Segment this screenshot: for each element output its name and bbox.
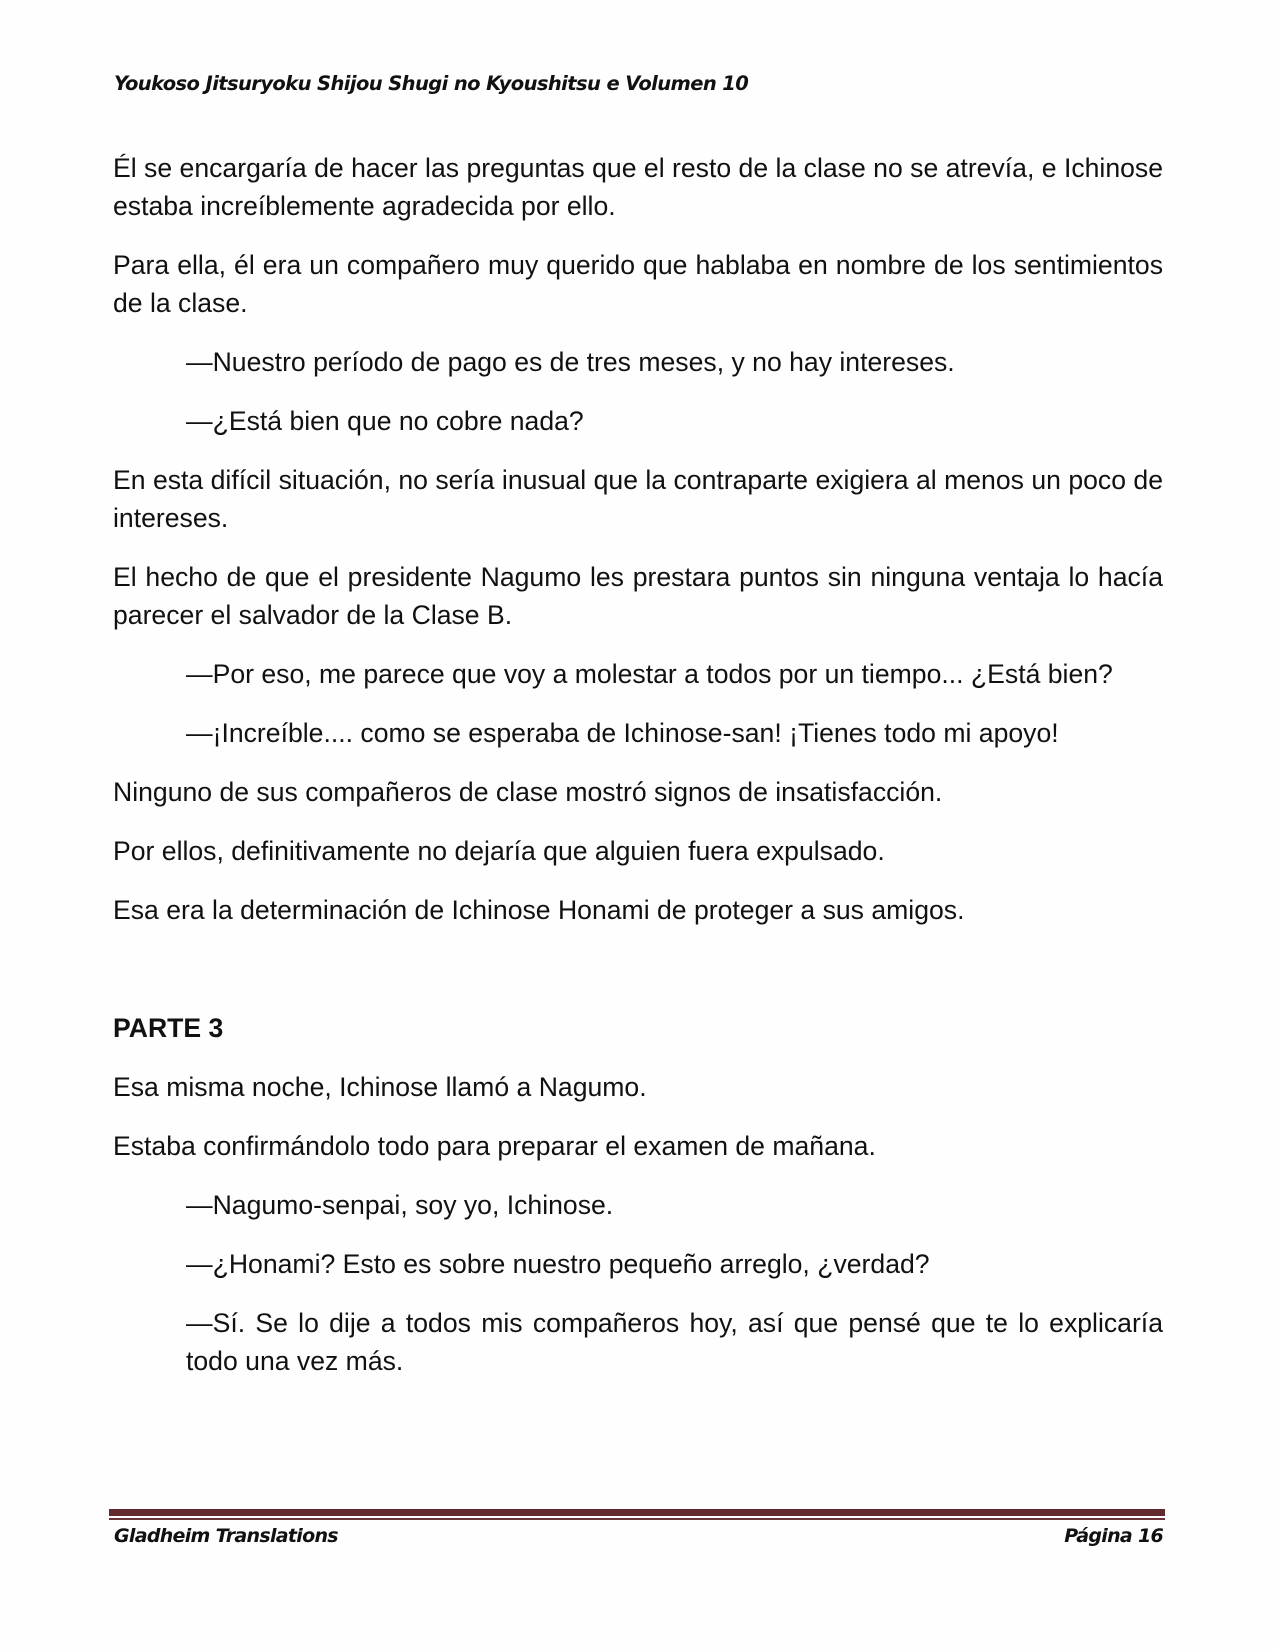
paragraph: Para ella, él era un compañero muy querido que hablaba en nombre de los sentimientos de la clase. xyxy=(113,250,1163,318)
footer-page-number: Página 16 xyxy=(1064,1525,1163,1547)
footer-translator-credit: Gladheim Translations xyxy=(114,1525,338,1547)
paragraph: Él se encargaría de hacer las preguntas que el resto de la clase no se atrevía, e Ichinose estaba increíblemente agradecida por ello. xyxy=(113,153,1163,221)
paragraph: Estaba confirmándolo todo para preparar el examen de mañana. xyxy=(113,1131,876,1161)
running-header-title: Youkoso Jitsuryoku Shijou Shugi no Kyoushitsu e Volumen 10 xyxy=(114,72,749,95)
page-body xyxy=(113,149,1163,1401)
paragraph: Por ellos, definitivamente no dejaría que alguien fuera expulsado. xyxy=(113,836,885,866)
dialogue-line: —¿Honami? Esto es sobre nuestro pequeño arreglo, ¿verdad? xyxy=(186,1249,930,1279)
section-heading: PARTE 3 xyxy=(113,1013,224,1043)
paragraph: Esa misma noche, Ichinose llamó a Nagumo. xyxy=(113,1072,647,1102)
dialogue-line: —¡Increíble.... como se esperaba de Ichinose-san! ¡Tienes todo mi apoyo! xyxy=(186,718,1059,748)
footer-rule-thin xyxy=(109,1518,1165,1520)
dialogue-line: —Sí. Se lo dije a todos mis compañeros hoy, así que pensé que te lo explicaría todo una vez más. xyxy=(186,1308,1163,1376)
footer-rule xyxy=(109,1509,1165,1516)
dialogue-line: —Nuestro período de pago es de tres meses, y no hay intereses. xyxy=(186,347,955,377)
dialogue-line: —Por eso, me parece que voy a molestar a todos por un tiempo... ¿Está bien? xyxy=(186,659,1113,689)
paragraph: Esa era la determinación de Ichinose Honami de proteger a sus amigos. xyxy=(113,895,965,925)
dialogue-line: —¿Está bien que no cobre nada? xyxy=(186,406,584,436)
paragraph: El hecho de que el presidente Nagumo les prestara puntos sin ninguna ventaja lo hacía parecer el salvador de la Clase B. xyxy=(113,562,1163,630)
paragraph: En esta difícil situación, no sería inusual que la contraparte exigiera al menos un poco de intereses. xyxy=(113,465,1163,533)
dialogue-line: —Nagumo-senpai, soy yo, Ichinose. xyxy=(186,1190,614,1220)
paragraph: Ninguno de sus compañeros de clase mostró signos de insatisfacción. xyxy=(113,777,943,807)
